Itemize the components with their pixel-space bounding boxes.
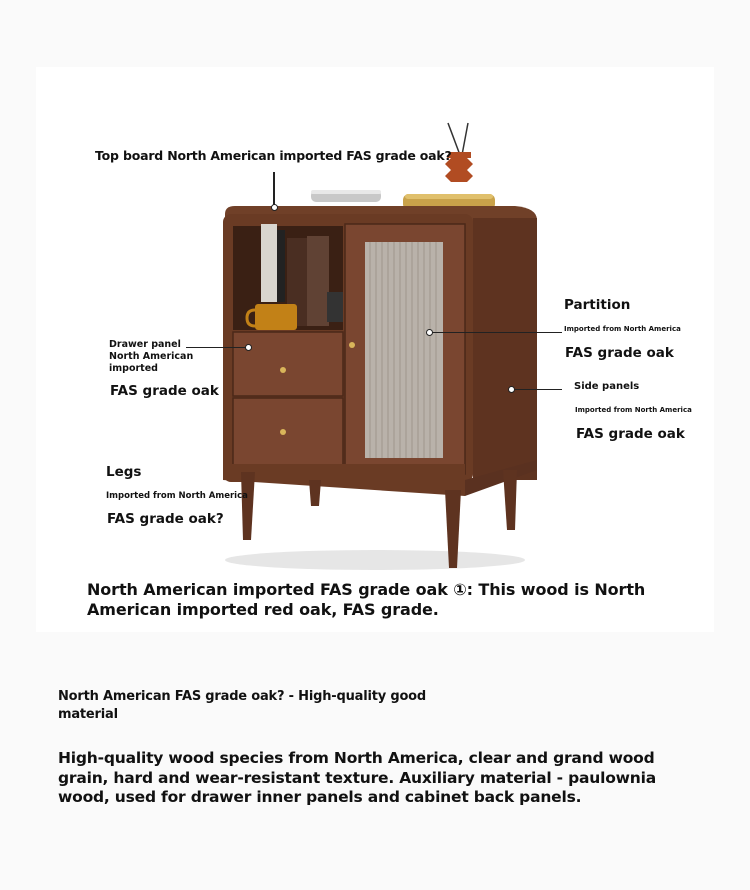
top-board-marker — [271, 204, 278, 211]
side-panels-origin: Imported from North America — [575, 406, 692, 414]
top-board-label: Top board North American imported FAS grade oak? — [95, 148, 452, 163]
top-board-leader-line — [273, 172, 275, 206]
drawer-panel-line1: Drawer panel — [109, 339, 181, 350]
partition-leader-line — [432, 332, 562, 333]
partition-origin: Imported from North America — [564, 325, 681, 333]
partition-title: Partition — [564, 297, 631, 313]
legs-title: Legs — [106, 464, 142, 480]
image-caption: North American imported FAS grade oak ①: This wood is North American imported red oak, FAS grade. — [87, 580, 646, 619]
side-panel-marker — [508, 386, 515, 393]
drawer-leader-line — [186, 347, 246, 348]
side-panels-grade: FAS grade oak — [576, 426, 685, 442]
partition-marker — [426, 329, 433, 336]
side-panels-title: Side panels — [574, 381, 640, 392]
section-body: High-quality wood species from North America, clear and grand wood grain, hard and wear-resistant texture. Auxiliary material - paulownia wood, used for drawer inner panels and cabinet back panels. — [58, 749, 656, 806]
drawer-panel-label — [109, 339, 193, 375]
drawer-panel-line2: North American — [109, 351, 194, 362]
drawer-marker — [245, 344, 252, 351]
legs-grade: FAS grade oak? — [107, 511, 224, 527]
section-title: North American FAS grade oak? - High-quality good material — [58, 689, 427, 722]
partition-grade: FAS grade oak — [565, 345, 674, 361]
cabinet-illustration — [215, 120, 545, 580]
side-panel-leader-line — [514, 389, 562, 390]
drawer-panel-line3: imported — [109, 363, 158, 374]
drawer-panel-grade: FAS grade oak — [110, 383, 219, 399]
legs-origin: Imported from North America — [106, 491, 248, 501]
